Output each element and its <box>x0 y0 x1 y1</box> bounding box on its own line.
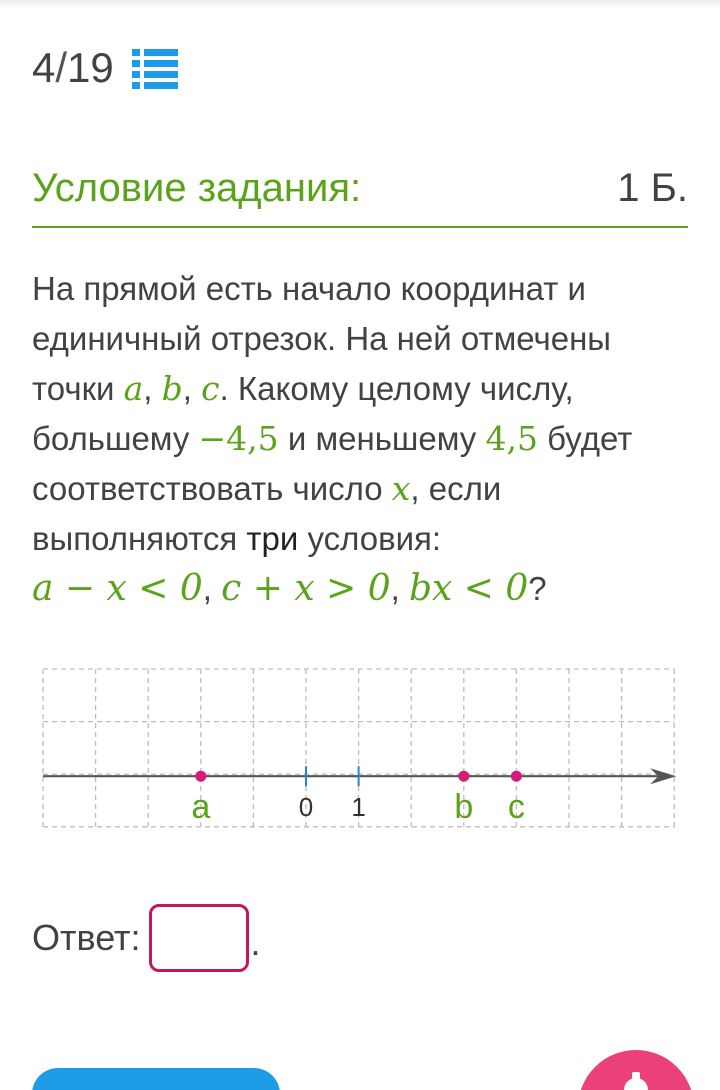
problem-text-part: ? <box>528 570 547 607</box>
total-tasks: 19 <box>67 44 114 91</box>
problem-emphasis: три <box>246 520 299 557</box>
number-line-figure <box>40 666 680 832</box>
math-var-x: x <box>391 469 411 508</box>
point-a <box>195 771 206 782</box>
task-points: 1 Б. <box>617 166 688 210</box>
submit-button[interactable] <box>32 1068 280 1090</box>
point-label-c: c <box>507 788 525 827</box>
math-condition-2: c + x > 0 <box>221 568 391 609</box>
problem-text-part: На прямой есть начало координат и единичный отрезок. На ней отмечены точки <box>32 270 612 407</box>
point-c <box>511 771 522 782</box>
number-line-svg <box>40 666 680 832</box>
math-condition-3: bx < 0 <box>408 568 529 609</box>
problem-text-part: условия: <box>298 520 442 557</box>
point-label-b: b <box>454 788 474 827</box>
hint-button[interactable] <box>578 1050 694 1090</box>
answer-row <box>32 904 261 972</box>
math-upper-bound: 4,5 <box>485 419 538 458</box>
tick-label-one: 1 <box>351 792 366 823</box>
answer-label: Ответ: <box>32 917 141 958</box>
current-task-number: 4 <box>32 44 56 91</box>
hint-icon <box>616 1066 656 1090</box>
problem-text-part: , <box>143 370 162 407</box>
problem-text-part: , <box>182 370 202 407</box>
math-var-a: a <box>123 369 144 408</box>
problem-text-part: , <box>202 570 222 607</box>
math-var-b: b <box>161 369 183 408</box>
problem-text <box>32 264 692 614</box>
problem-text-part: и меньшему <box>278 420 486 457</box>
point-label-a: a <box>191 788 211 827</box>
task-condition-title: Условие задания: <box>32 166 362 210</box>
math-lower-bound: −4,5 <box>198 419 279 458</box>
top-shadow <box>0 0 720 8</box>
answer-trailing-dot: . <box>250 922 261 963</box>
tick-label-zero: 0 <box>298 792 314 823</box>
task-counter <box>32 44 178 92</box>
list-icon[interactable] <box>132 47 178 91</box>
problem-text-part: будет соответствовать число <box>32 420 633 507</box>
answer-input[interactable] <box>149 904 249 972</box>
math-condition-1: a − x < 0 <box>32 568 203 609</box>
problem-text-part: , если выполняются <box>32 470 502 557</box>
math-var-c: c <box>201 369 220 408</box>
problem-text-part: , <box>390 570 409 607</box>
point-b <box>458 771 469 782</box>
task-header <box>32 162 688 228</box>
counter-separator: / <box>55 44 68 91</box>
problem-text-part: . Какому целому числу, большему <box>32 370 574 457</box>
